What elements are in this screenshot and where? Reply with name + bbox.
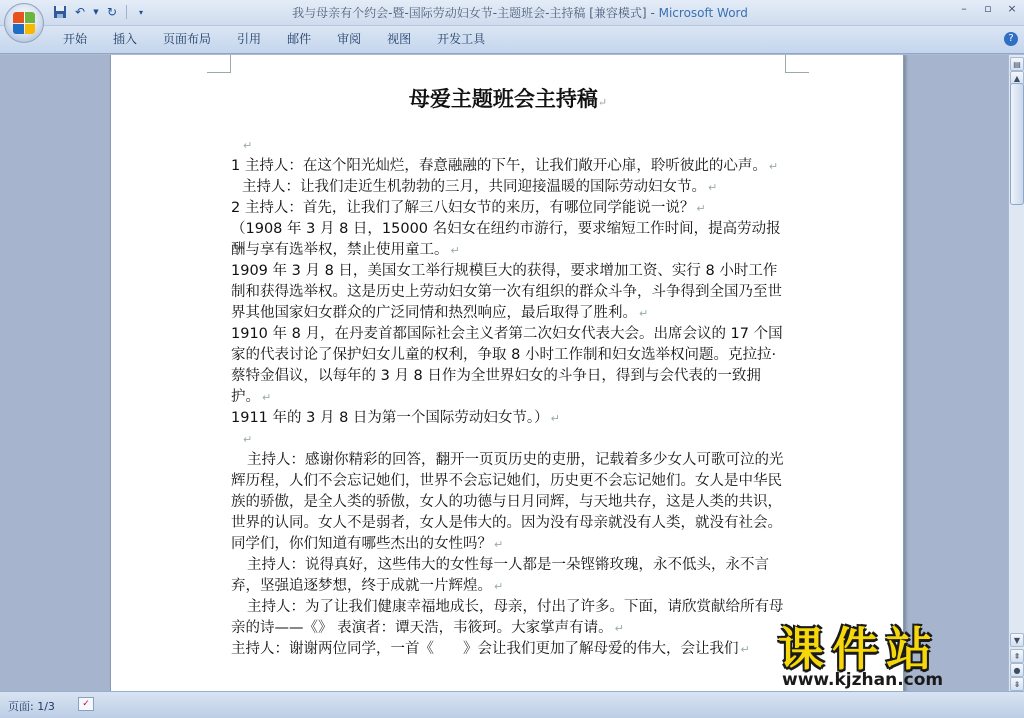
paragraph-mark-icon: ↵ — [494, 580, 504, 593]
margin-corner-top-left — [207, 55, 231, 73]
scroll-up-button[interactable]: ▲ — [1010, 71, 1024, 85]
document-paragraph — [231, 324, 787, 408]
undo-icon[interactable]: ↶ — [74, 5, 86, 19]
scroll-thumb[interactable] — [1010, 83, 1024, 205]
next-page-button[interactable]: ⇟ — [1010, 677, 1024, 691]
window-title: 我与母亲有个约会-暨-国际劳动妇女节-主题班会-主持稿 [兼容模式] - Microsoft Word — [292, 6, 748, 20]
paragraph-text: 1910 年 8 月，在丹麦首都国际社会主义者第二次妇女代表大会。出席会议的 17 个国家的代表讨论了保护妇女儿童的权利，争取 8 小时工作制和妇女选举权问题。克拉拉·蔡特金倡议，以每年的 3 月 8 日作为全世界妇女的斗争日，得到与会代表的一致拥护。 — [231, 326, 783, 405]
paragraph-text: 1 主持人：在这个阳光灿烂，春意融融的下午，让我们敞开心扉，聆听彼此的心声。 — [231, 158, 767, 174]
paragraph-text: 主持人：谢谢两位同学，一首《 》会让我们更加了解母爱的伟大，会让我们 — [231, 641, 739, 657]
paragraph-mark-icon: ↵ — [696, 202, 706, 215]
tab-review[interactable]: 审阅 — [337, 32, 362, 46]
help-icon[interactable]: ? — [1004, 32, 1018, 46]
tab-home[interactable]: 开始 — [63, 32, 88, 46]
status-bar — [0, 691, 1024, 718]
qat-separator — [126, 5, 127, 19]
document-paragraph — [231, 156, 787, 177]
document-name: 我与母亲有个约会-暨-国际劳动妇女节-主题班会-主持稿 [兼容模式] — [292, 6, 647, 20]
document-paragraph — [231, 261, 787, 324]
vertical-scrollbar[interactable] — [1008, 55, 1024, 691]
paragraph-text: 1909 年 3 月 8 日，美国女工举行规模巨大的获得，要求增加工资、实行 8 小时工作制和获得选举权。这是历史上劳动妇女第一次有组织的群众斗争，斗争得到全国乃至世界其他国家妇女群众的广泛同情和热烈响应，最后取得了胜利。 — [231, 263, 782, 321]
watermark-brand: 课件站 — [778, 622, 940, 676]
proofing-status-icon[interactable]: ✓ — [78, 697, 94, 711]
paragraph-mark-icon: ↵ — [262, 391, 272, 404]
paragraph-mark-icon: ↵ — [614, 622, 624, 635]
document-paragraph — [231, 177, 787, 198]
tab-references[interactable]: 引用 — [237, 32, 262, 46]
undo-dropdown-icon[interactable]: ▼ — [93, 8, 99, 16]
minimize-button[interactable]: – — [961, 2, 967, 15]
document-paragraph — [231, 429, 787, 450]
office-button[interactable] — [4, 3, 44, 43]
tab-insert[interactable]: 插入 — [113, 32, 138, 46]
document-paragraph — [231, 135, 787, 156]
document-paragraph — [231, 219, 787, 261]
save-icon[interactable] — [52, 4, 68, 20]
paragraph-text: 2 主持人：首先，让我们了解三八妇女节的来历，有哪位同学能说一说？ — [231, 200, 695, 216]
paragraph-text: 主持人：感谢你精彩的回答，翻开一页页历史的吏册，记载着多少女人可歌可泣的光辉历程，人们不会忘记她们，世界不会忘记她们，历史更不会忘记她们。女人是中华民族的骄傲，是全人类的骄傲，女人的功德与日月同辉，与天地共存，这是人类的共识，世界的认同。女人不是弱者，女人是伟大的。因为没有母亲就没有人类，就没有社会。同学们，你们知道有哪些杰出的女性吗？ — [231, 452, 784, 552]
document-paragraph — [231, 555, 787, 597]
document-paragraph — [231, 597, 787, 639]
previous-page-button[interactable]: ⇞ — [1010, 649, 1024, 663]
window-controls — [956, 2, 1020, 15]
paragraph-mark-icon: ↵ — [494, 538, 504, 551]
ruler-toggle-icon[interactable]: ▤ — [1010, 57, 1024, 71]
watermark — [770, 613, 1020, 693]
paragraph-text: （1908 年 3 月 8 日，15000 名妇女在纽约市游行，要求缩短工作时间，提高劳动报酬与享有选举权，禁止使用童工。 — [231, 221, 781, 258]
document-title: 母爱主题班会主持稿↵ — [408, 86, 608, 111]
ribbon-tabs — [50, 31, 498, 47]
paragraph-mark-icon: ↵ — [550, 412, 560, 425]
page-indicator[interactable]: 页面: 1/3 — [8, 700, 55, 713]
paragraph-mark-icon: ↵ — [708, 181, 718, 194]
margin-corner-top-right — [785, 55, 809, 73]
restore-button[interactable]: ▫ — [984, 2, 992, 15]
paragraph-mark-icon: ↵ — [450, 244, 460, 257]
paragraph-mark-icon: ↵ — [243, 433, 253, 446]
paragraph-mark-icon: ↵ — [639, 307, 649, 320]
scroll-down-button[interactable]: ▼ — [1010, 633, 1024, 647]
document-paragraph — [231, 198, 787, 219]
quick-access-toolbar — [52, 4, 149, 20]
paragraph-text: 1911 年的 3 月 8 日为第一个国际劳动妇女节。） — [231, 410, 549, 426]
document-workspace — [0, 55, 1008, 691]
redo-icon[interactable]: ↻ — [106, 5, 118, 19]
paragraph-text: 主持人：说得真好，这些伟大的女性每一人都是一朵铿锵玫瑰，永不低头，永不言弃，坚强追逐梦想，终于成就一片辉煌。 — [231, 557, 769, 594]
paragraph-mark-icon: ↵ — [740, 643, 750, 656]
paragraph-text: 主持人：为了让我们健康幸福地成长，母亲，付出了许多。下面，请欣赏献给所有母亲的诗——《》 表演者：谭天浩，韦筱珂。大家掌声有请。 — [231, 599, 784, 636]
tab-developer[interactable]: 开发工具 — [437, 32, 486, 46]
tab-mailings[interactable]: 邮件 — [287, 32, 312, 46]
paragraph-mark-icon: ↵ — [243, 139, 253, 152]
document-paragraph — [231, 639, 787, 660]
select-browse-object-button[interactable]: ● — [1010, 663, 1024, 677]
document-paragraph — [231, 450, 787, 555]
close-button[interactable]: × — [1007, 2, 1017, 15]
document-page[interactable] — [110, 55, 904, 691]
customize-qat-icon[interactable]: ▾ — [138, 7, 143, 17]
document-body[interactable] — [231, 135, 787, 660]
ribbon-tab-bar — [0, 26, 1024, 54]
document-paragraph — [231, 408, 787, 429]
paragraph-text: 主持人：让我们走近生机勃勃的三月，共同迎接温暖的国际劳动妇女节。 — [242, 179, 706, 195]
watermark-url: www.kjzhan.com — [782, 670, 944, 690]
app-name: Microsoft Word — [658, 6, 748, 20]
tab-page-layout[interactable]: 页面布局 — [163, 32, 212, 46]
title-bar — [0, 0, 1024, 26]
paragraph-mark-icon: ↵ — [768, 160, 779, 173]
tab-view[interactable]: 视图 — [387, 32, 412, 46]
office-logo-icon — [13, 12, 35, 34]
